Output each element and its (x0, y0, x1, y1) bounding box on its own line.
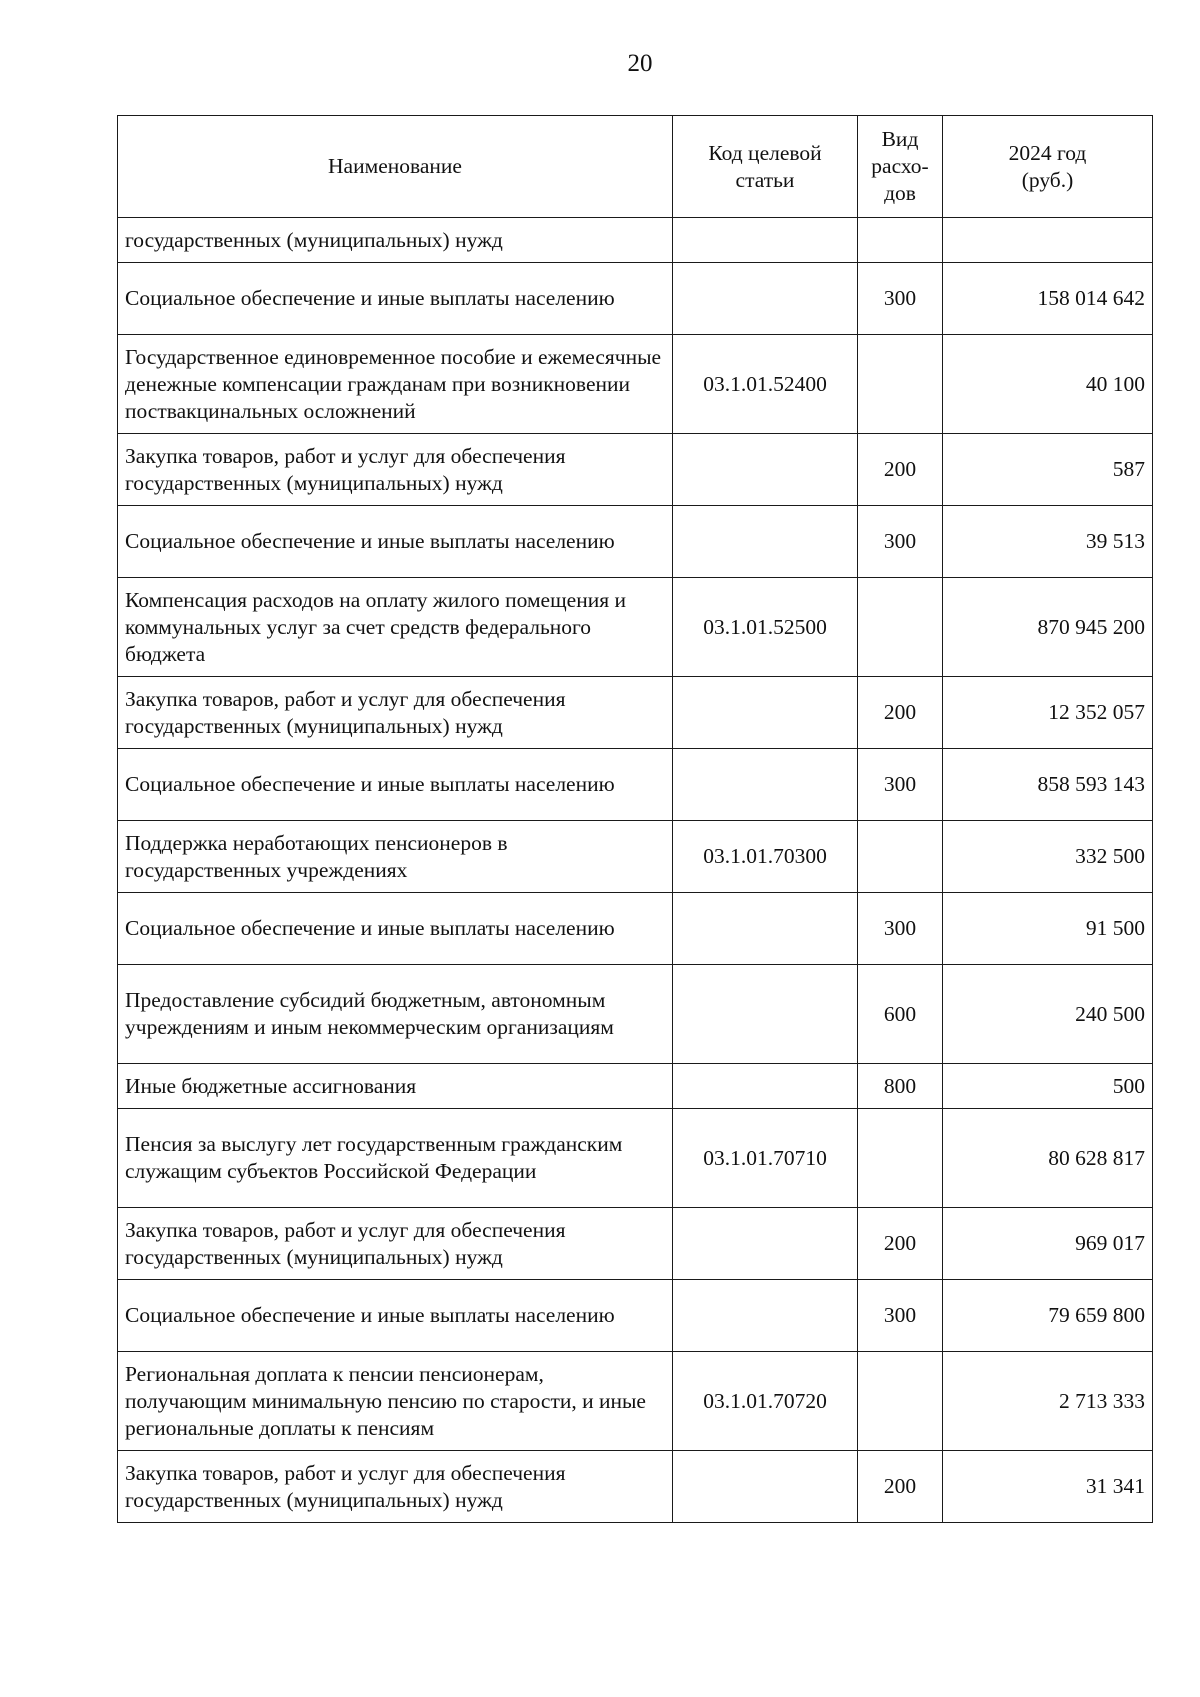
header-type: Вид расхо-дов (858, 116, 943, 218)
row-name: Компенсация расходов на оплату жилого помещения и коммунальных услуг за счет средств федерального бюджета (118, 578, 673, 677)
row-sum (943, 218, 1153, 263)
row-name: государственных (муниципальных) нужд (118, 218, 673, 263)
row-type: 200 (858, 1208, 943, 1280)
row-sum: 969 017 (943, 1208, 1153, 1280)
row-name: Иные бюджетные ассигнования (118, 1064, 673, 1109)
table-row (118, 677, 1153, 749)
row-sum: 12 352 057 (943, 677, 1153, 749)
table-header-row (118, 116, 1153, 218)
row-sum: 158 014 642 (943, 263, 1153, 335)
table-row (118, 263, 1153, 335)
row-sum: 91 500 (943, 893, 1153, 965)
table-row (118, 1064, 1153, 1109)
table-row (118, 1451, 1153, 1523)
row-name: Закупка товаров, работ и услуг для обеспечения государственных (муниципальных) нужд (118, 1208, 673, 1280)
row-type: 300 (858, 893, 943, 965)
row-type: 800 (858, 1064, 943, 1109)
row-sum: 500 (943, 1064, 1153, 1109)
table-row (118, 965, 1153, 1064)
row-code: 03.1.01.70300 (673, 821, 858, 893)
row-type (858, 1109, 943, 1208)
row-code (673, 506, 858, 578)
table-row (118, 578, 1153, 677)
row-code (673, 893, 858, 965)
row-sum: 240 500 (943, 965, 1153, 1064)
table-row (118, 506, 1153, 578)
header-code: Код целевой статьи (673, 116, 858, 218)
row-type (858, 335, 943, 434)
table-row (118, 218, 1153, 263)
row-code (673, 965, 858, 1064)
row-name: Социальное обеспечение и иные выплаты населению (118, 749, 673, 821)
row-name: Закупка товаров, работ и услуг для обеспечения государственных (муниципальных) нужд (118, 677, 673, 749)
row-code (673, 1280, 858, 1352)
table-row (118, 1352, 1153, 1451)
row-name: Социальное обеспечение и иные выплаты населению (118, 506, 673, 578)
row-code (673, 263, 858, 335)
row-code (673, 1451, 858, 1523)
page-number: 20 (627, 50, 653, 77)
row-type (858, 1352, 943, 1451)
row-code (673, 218, 858, 263)
row-type (858, 218, 943, 263)
row-name: Социальное обеспечение и иные выплаты населению (118, 893, 673, 965)
row-name: Социальное обеспечение и иные выплаты населению (118, 1280, 673, 1352)
row-name: Закупка товаров, работ и услуг для обеспечения государственных (муниципальных) нужд (118, 1451, 673, 1523)
row-sum: 39 513 (943, 506, 1153, 578)
row-sum: 2 713 333 (943, 1352, 1153, 1451)
row-code (673, 1064, 858, 1109)
row-name: Поддержка неработающих пенсионеров в государственных учреждениях (118, 821, 673, 893)
row-sum: 587 (943, 434, 1153, 506)
row-sum: 858 593 143 (943, 749, 1153, 821)
row-sum: 332 500 (943, 821, 1153, 893)
row-type: 200 (858, 677, 943, 749)
row-name: Региональная доплата к пенсии пенсионерам, получающим минимальную пенсию по старости, и иные региональные доплаты к пенсиям (118, 1352, 673, 1451)
row-type: 300 (858, 749, 943, 821)
row-type: 300 (858, 1280, 943, 1352)
row-name: Закупка товаров, работ и услуг для обеспечения государственных (муниципальных) нужд (118, 434, 673, 506)
row-code: 03.1.01.52400 (673, 335, 858, 434)
table-row (118, 1109, 1153, 1208)
budget-table (117, 115, 1153, 1523)
row-code (673, 749, 858, 821)
table-row (118, 893, 1153, 965)
header-name: Наименование (118, 116, 673, 218)
row-code (673, 434, 858, 506)
row-type (858, 578, 943, 677)
row-type: 200 (858, 434, 943, 506)
row-type: 600 (858, 965, 943, 1064)
row-name: Социальное обеспечение и иные выплаты населению (118, 263, 673, 335)
row-sum: 40 100 (943, 335, 1153, 434)
row-sum: 80 628 817 (943, 1109, 1153, 1208)
table-row (118, 1208, 1153, 1280)
row-type (858, 821, 943, 893)
row-sum: 79 659 800 (943, 1280, 1153, 1352)
row-type: 200 (858, 1451, 943, 1523)
table-row (118, 749, 1153, 821)
row-name: Предоставление субсидий бюджетным, автономным учреждениям и иным некоммерческим организациям (118, 965, 673, 1064)
row-code (673, 677, 858, 749)
table-row (118, 335, 1153, 434)
row-code (673, 1208, 858, 1280)
row-code: 03.1.01.52500 (673, 578, 858, 677)
table-row (118, 434, 1153, 506)
row-sum: 31 341 (943, 1451, 1153, 1523)
row-code: 03.1.01.70720 (673, 1352, 858, 1451)
row-name: Государственное единовременное пособие и ежемесячные денежные компенсации гражданам при возникновении поствакцинальных осложнений (118, 335, 673, 434)
row-code: 03.1.01.70710 (673, 1109, 858, 1208)
row-type: 300 (858, 263, 943, 335)
header-sum: 2024 год (руб.) (943, 116, 1153, 218)
row-sum: 870 945 200 (943, 578, 1153, 677)
table-row (118, 1280, 1153, 1352)
row-name: Пенсия за выслугу лет государственным гражданским служащим субъектов Российской Федерации (118, 1109, 673, 1208)
table-row (118, 821, 1153, 893)
row-type: 300 (858, 506, 943, 578)
